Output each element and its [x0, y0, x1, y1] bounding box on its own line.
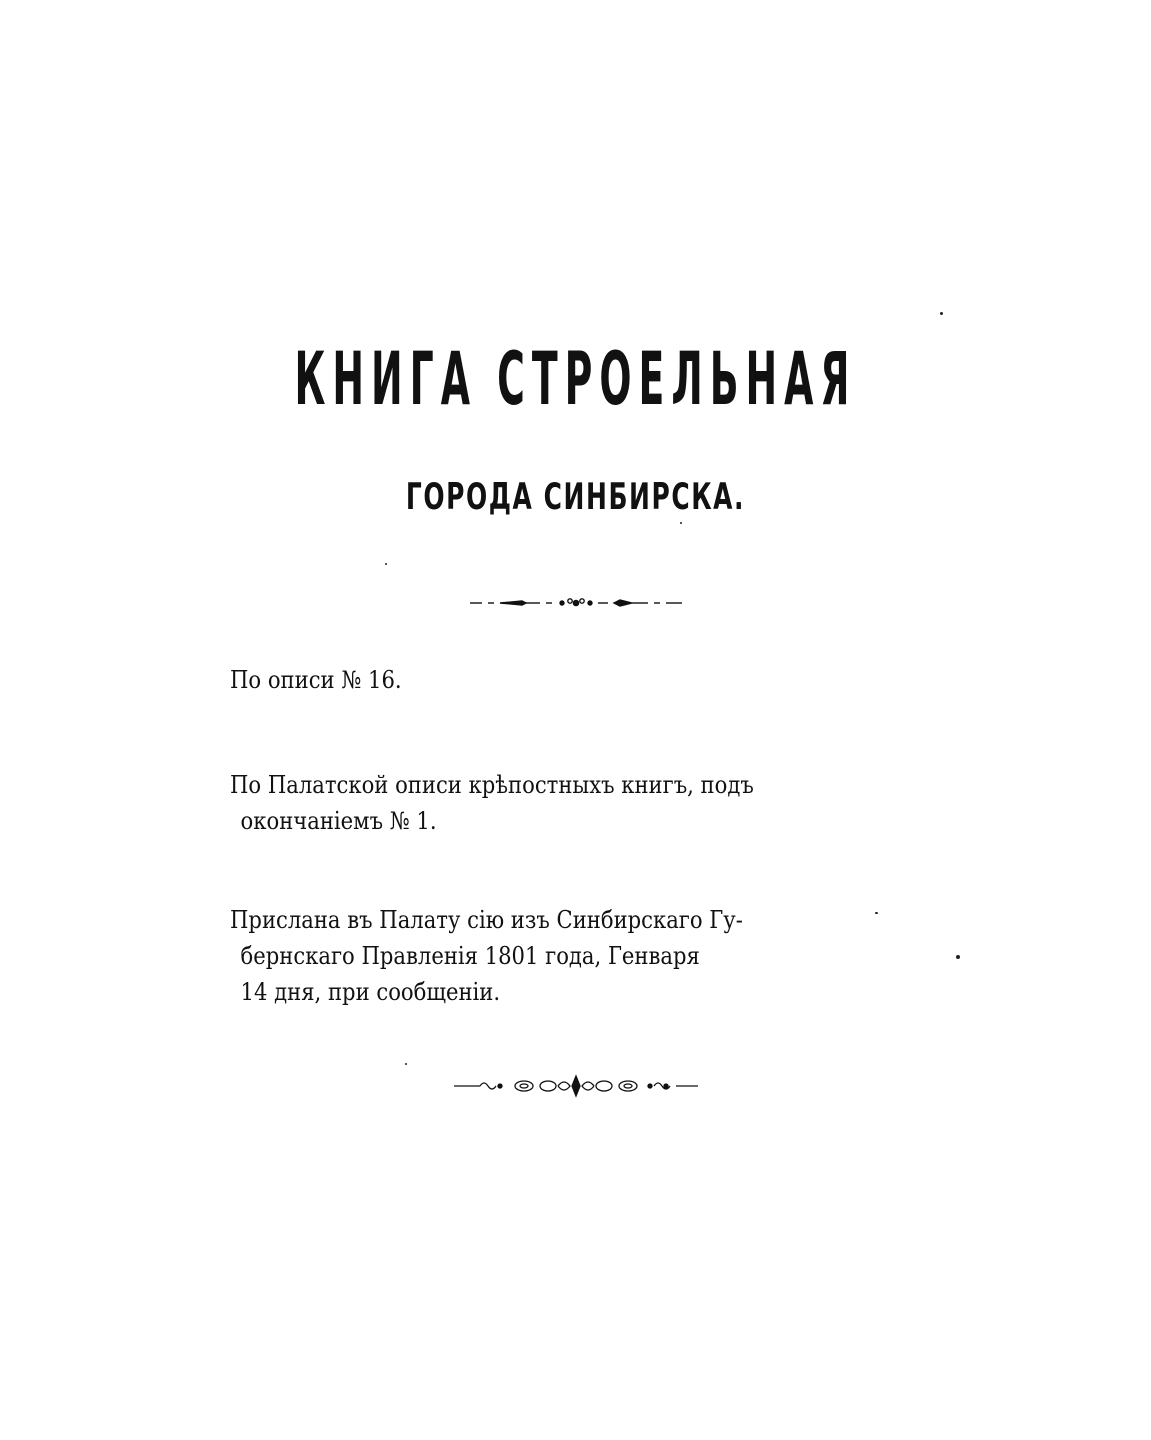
page-title: КНИГА СТРОЕЛЬНАЯ [294, 336, 857, 422]
print-speck [956, 955, 960, 959]
inventory-paragraph [230, 662, 710, 698]
chamber-inventory-paragraph [230, 767, 754, 839]
tailpiece-ornament-icon [454, 1072, 698, 1102]
chamber-inventory-line-2: окончаніемъ № 1. [240, 807, 437, 835]
sent-note-line-3: 14 дня, при сообщеніи. [240, 978, 501, 1006]
sent-note-paragraph [230, 902, 743, 1010]
print-speck [385, 563, 387, 565]
sent-note-line-2: бернскаго Правленія 1801 года, Генваря [240, 942, 700, 970]
print-speck [405, 1063, 407, 1065]
print-speck [940, 312, 943, 315]
sent-note-line-1: Прислана въ Палату сію изъ Синбирскаго Гу- [230, 906, 743, 934]
page-subtitle: ГОРОДА СИНБИРСКА. [405, 474, 746, 519]
divider-ornament-icon [470, 594, 682, 610]
tailpiece-ornament [0, 1072, 1151, 1102]
divider-ornament [0, 594, 1151, 610]
print-speck [680, 522, 682, 524]
print-speck [875, 912, 878, 914]
inventory-line: По описи № 16. [230, 666, 402, 694]
chamber-inventory-line-1: По Палатской описи крѣпостныхъ книгъ, подъ [230, 771, 754, 799]
